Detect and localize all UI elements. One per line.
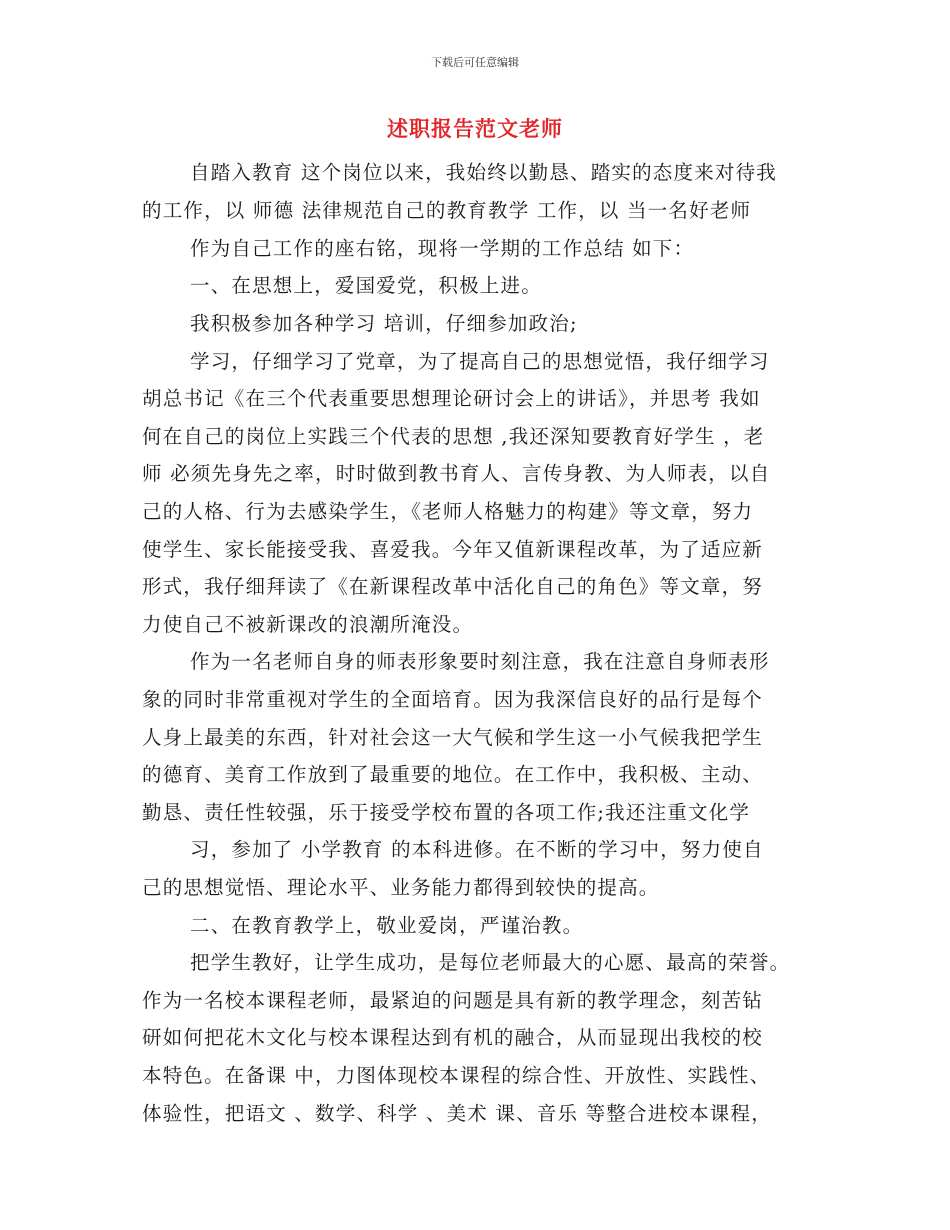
body-line: 胡总书记《在三个代表重要思想理论研讨会上的讲话》，并思考 我如: [142, 387, 761, 410]
body-line: 本特色。在备课 中，力图体现校本课程的综合性、开放性、实践性、: [142, 1064, 771, 1087]
body-line: 力使自己不被新课改的浪潮所淹没。: [142, 613, 474, 636]
body-line: 勤恳、责任性较强，乐于接受学校布置的各项工作;我还注重文化学: [142, 801, 751, 824]
document-title: 述职报告范文老师: [387, 117, 563, 141]
body-line: 何在自己的岗位上实践三个代表的思想 ,我还深知要教育好学生 ，老: [142, 425, 765, 448]
body-line: 的德育、美育工作放到了最重要的地位。在工作中，我积极、主动、: [142, 763, 764, 786]
body-line: 自踏入教育 这个岗位以来，我始终以勤恳、踏实的态度来对待我: [190, 161, 777, 184]
body-line: 作为一名老师自身的师表形象要时刻注意，我在注意自身师表形: [190, 650, 770, 673]
header-note: 下载后可任意编辑: [431, 56, 519, 69]
section-heading: 一、在思想上，爱国爱党，积极上进。: [190, 274, 542, 297]
body-line: 作为一名校本课程老师，最紧迫的问题是具有新的教学理念，刻苦钻: [142, 989, 764, 1012]
body-line: 学习，仔细学习了党章，为了提高自己的思想觉悟，我仔细学习: [190, 350, 770, 373]
body-line: 师 必须先身先之率，时时做到教书育人、言传身教、为人师表，以自: [142, 462, 771, 485]
body-line: 作为自己工作的座右铭，现将一学期的工作总结 如下：: [190, 237, 695, 260]
body-line: 把学生教好，让学生成功，是每位老师最大的心愿、最高的荣誉。: [190, 951, 791, 974]
body-line: 己的思想觉悟、理论水平、业务能力都得到较快的提高。: [142, 876, 660, 899]
body-line: 象的同时非常重视对学生的全面培育。因为我深信良好的品行是每个: [142, 688, 764, 711]
body-line: 我积极参加各种学习 培训，仔细参加政治;: [190, 312, 578, 335]
body-line: 研如何把花木文化与校本课程达到有机的融合，从而显现出我校的校: [142, 1026, 764, 1049]
body-line: 习，参加了 小学教育 的本科进修。在不断的学习中，努力使自: [190, 838, 764, 861]
body-line: 形式，我仔细拜读了《在新课程改革中活化自己的角色》等文章，努: [142, 575, 764, 598]
body-line: 体验性，把语文 、数学、科学 、美术 课、音乐 等整合进校本课程，: [142, 1102, 772, 1125]
body-line: 人身上最美的东西，针对社会这一大气候和学生这一小气候我把学生: [142, 726, 764, 749]
body-line: 己的人格、行为去感染学生，《老师人格魅力的构建》等文章，努力: [142, 500, 754, 523]
section-heading: 二、在教育教学上，敬业爱岗，严谨治教。: [190, 914, 584, 937]
body-line: 使学生、家长能接受我、喜爱我。今年又值新课程改革，为了适应新: [142, 538, 764, 561]
body-line: 的工作，以 师德 法律规范自己的教育教学 工作，以 当一名好老师: [142, 199, 752, 222]
